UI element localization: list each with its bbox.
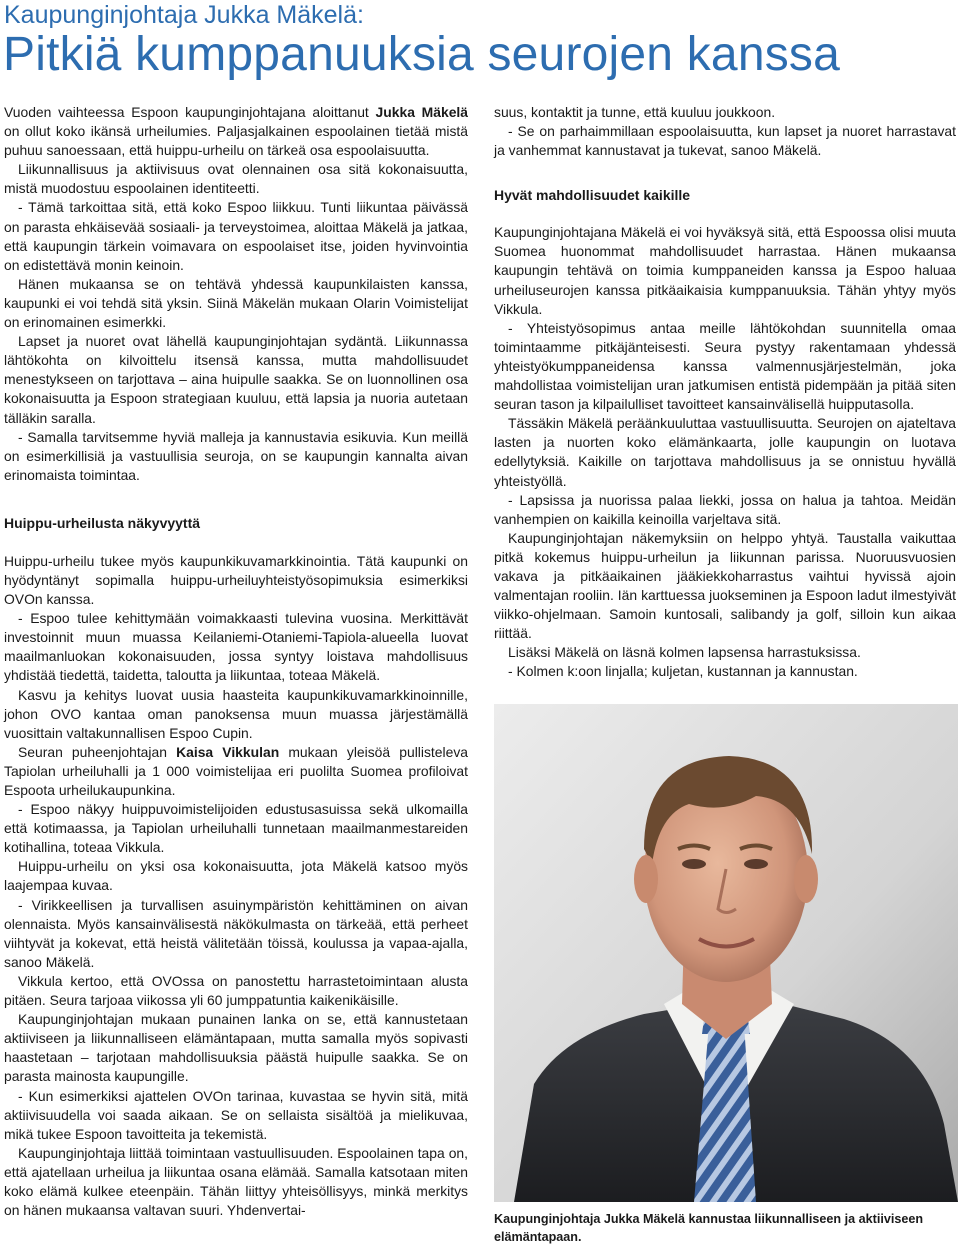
- article-kicker: Kaupunginjohtaja Jukka Mäkelä:: [4, 1, 364, 29]
- paragraph: - Espoo tulee kehittymään voimakkaasti tulevina vuosina. Merkittävät investoinnit muun muassa Keilaniemi-Otaniemi-Tapiola-alueella luovat maailmanluokan kokonaisuuden, jossa syntyy loistava mahdollisuus yhdistää tiedettä, taidetta, taloutta ja liikuntaa, toteaa Mäkelä.: [4, 610, 468, 684]
- paragraph: Kaupunginjohtajana Mäkelä ei voi hyväksyä sitä, että Espoossa olisi muuta Suomea huonommat mahdollisuudet harrastaa. Hänen mukaansa kaupungin tehtävä on toimia kumppaneiden kanssa ja Espoo haluaa urheiluseurojen kanssa pitkäaikaisia kumppanuuksia. Tähän yhtyy myös Vikkula.: [494, 224, 956, 317]
- paragraph-text-post: mukaan yleisöä pullisteleva Tapiolan urheiluhalli ja 1 000 voimistelijaa eri puolilta Suomea profiloivat Espoota urheilukaupunkina.: [4, 743, 468, 798]
- paragraph: Huippu-urheilu on yksi osa kokonaisuutta, jota Mäkelä katsoo myös laajempaa kuvaa.: [4, 858, 468, 894]
- section-heading-huippu: Huippu-urheilusta näkyvyyttä: [4, 514, 201, 531]
- paragraph: Kasvu ja kehitys luovat uusia haasteita kaupunkikuvamarkkinoinnille, johon OVO kantaa oman panoksensa muun muassa järjestämällä vuosittain valtakunnallisen Espoo Cupin.: [4, 686, 468, 741]
- photo-caption: Kaupunginjohtaja Jukka Mäkelä kannustaa liikunnalliseen ja aktiiviseen elämäntapaan.: [494, 1212, 924, 1244]
- paragraph: - Samalla tarvitsemme hyviä malleja ja kannustavia esikuvia. Kun meillä on esimerkillisiä ja vastuullisia seuroja, on se kaupungin kannalta aivan erinomaista toimintaa.: [4, 428, 468, 483]
- paragraph: - Yhteistyösopimus antaa meille lähtökohdan suunnitella omaa toimintaamme pitkäjänteisesti. Seura pystyy rakentamaan yhdessä yhteistyökumppaneidensa kanssa valmennusjärjestelmän, joka mahdollistaa voimistelijan uran jatkumisen entistä pidempään ja pitää siten seuran tason ja kilpailulliset tavoitteet kansainvälisellä huipputasolla.: [494, 319, 956, 413]
- left-column: [4, 103, 468, 1220]
- intro-text-post: on ollut koko ikänsä urheilumies. Paljasjalkainen espoolainen tietää mistä puhuu sanoessaan, että huippu-urheilu on tärkeä osa espoolaisuutta.: [4, 123, 468, 159]
- paragraph: [4, 743, 468, 800]
- intro-text-pre: Vuoden vaihteessa Espoon kaupunginjohtajana aloittanut: [4, 104, 376, 120]
- section-heading-mahdollisuudet: Hyvät mahdollisuudet kaikille: [494, 187, 691, 204]
- paragraph: Lisäksi Mäkelä on läsnä kolmen lapsensa harrastuksissa.: [508, 644, 861, 661]
- intro-paragraph: [4, 103, 468, 160]
- paragraph: Vikkula kertoo, että OVOssa on panostettu harrastetoimintaan alusta pitäen. Seura tarjoaa viikossa yli 60 jumppatuntia kaikenikäisille.: [4, 972, 468, 1009]
- paragraph: Huippu-urheilu tukee myös kaupunkikuvamarkkinointia. Tätä kaupunki on hyödyntänyt sopimalla huippu-urheiluyhteistyösopimuksia esimerkiksi OVOn kanssa.: [4, 552, 468, 608]
- paragraph: - Tämä tarkoittaa sitä, että koko Espoo liikkuu. Tunti liikuntaa päivässä on parasta ehkäisevää sosiaali- ja terveystoimea, aloittaa Mäkelä ja jatkaa, että kaupungin tärkein voimavara on espoolaiset itse, joiden hyvinvointia on edistettävä monin keinoin.: [4, 199, 468, 273]
- paragraph: Lapset ja nuoret ovat lähellä kaupunginjohtajan sydäntä. Liikunnassa lähtökohta on kilvoittelu itsensä kanssa, mutta mahdollisuudet menestykseen on tarjottava – aina huipulle saakka. Se on luonnollinen osa kokonaisuutta ja Espoon strategiaan kuuluu, että lapsia ja nuoria autetaan tälläkin saralla.: [4, 333, 468, 426]
- right-column: [494, 103, 956, 682]
- portrait-photo: [494, 704, 958, 1202]
- paragraph: Kaupunginjohtajan näkemyksiin on helppo yhtyä. Taustalla vaikuttaa pitkä kokemus huippu-urheilun ja liikunnan parissa. Nuoruusvuosien vakava ja pitkäaikainen jääkiekkoharrastus vaihtui hyvissä ajoin valmentajan rooliin. Iän karttuessa juokseminen ja Espoon ladut ilmestyivät viikko-ohjelmaan. Samoin kuntosali, salibandy ja golf, silloin kun aikaa riittää.: [494, 529, 956, 642]
- paragraph: - Kolmen k:oon linjalla; kuljetan, kustannan ja kannustan.: [508, 663, 858, 680]
- paragraph: Hänen mukaansa se on tehtävä yhdessä kaupunkilaisten kanssa, kaupunki ei voi tehdä sitä yksin. Siinä Mäkelän mukaan Olarin Voimistelijat on erinomainen esimerkki.: [4, 275, 468, 331]
- paragraph: Kaupunginjohtajan mukaan punainen lanka on se, että kannustetaan aktiiviseen ja liikunnalliseen elämäntapaan, mutta samalla myös sopivasti haastetaan – tarjotaan mahdollisuuksia päästä huipulle saakka. Se on parasta mainosta kaupungille.: [4, 1011, 468, 1085]
- paragraph: - Lapsissa ja nuorissa palaa liekki, jossa on halua ja tahtoa. Meidän vanhempien on kaikilla keinoilla varjeltava sitä.: [494, 491, 956, 527]
- paragraph-text-pre: Seuran puheenjohtajan: [18, 743, 177, 760]
- paragraph: - Se on parhaimmillaan espoolaisuutta, kun lapset ja nuoret harrastavat ja vanhemmat kannustavat ja tukevat, sanoo Mäkelä.: [494, 123, 956, 159]
- paragraph: suus, kontaktit ja tunne, että kuuluu joukkoon.: [494, 104, 776, 120]
- paragraph: Tässäkin Mäkelä peräänkuuluttaa vastuullisuutta. Seurojen on ajateltava lasten ja nuorten koko elämänkaarta, jolle kaupungin on luotava edellytyksiä. Kaikille on tarjottava mahdollisuus ja se onnistuu hyvällä yhteistyöllä.: [494, 415, 956, 489]
- paragraph: - Kun esimerkiksi ajattelen OVOn tarinaa, kuvastaa se hyvin sitä, mitä aktiivisuudella voi saada aikaan. Se on sellaista sisältöä ja mielikuvaa, mikä tukee Espoon tavoitteita ja tekemistä.: [4, 1087, 468, 1142]
- person-name-makela: Jukka Mäkelä: [375, 104, 469, 120]
- portrait-illustration: [494, 704, 958, 1202]
- paragraph: - Espoo näkyy huippuvoimistelijoiden edustusasuissa sekä ulkomailla että kotimaassa, ja Tapiolan urheiluhalli tunnetaan maailmanmestareiden kotihallina, toteaa Vikkula.: [4, 801, 468, 856]
- person-name-vikkula: Kaisa Vikkulan: [176, 743, 280, 760]
- paragraph: Kaupunginjohtaja liittää toimintaan vastuullisuuden. Espoolainen tapa on, että ajatellaan urheilua ja liikuntaa osana elämää. Samalla katsotaan miten koko elämä kulkee eteenpäin. Tähän liittyy yhteisöllisyys, minkä merkitys on hänen mukaansa valtavan suuri. Yhdenvertai-: [4, 1144, 468, 1219]
- paragraph: Liikunnallisuus ja aktiivisuus ovat olennainen osa sitä kokonaisuutta, mistä muodostuu espoolainen identiteetti.: [4, 161, 468, 197]
- article-headline: Pitkiä kumppanuuksia seurojen kanssa: [3, 28, 841, 81]
- paragraph: - Virikkeellisen ja turvallisen asuinympäristön kehittäminen on aivan olennaista. Myös kansainvälisestä näkökulmasta on tärkeää, että perheet viihtyvät ja kokevat, että heistä välitetään töissä, koulussa ja vapaa-ajalla, sanoo Mäkelä.: [4, 896, 468, 970]
